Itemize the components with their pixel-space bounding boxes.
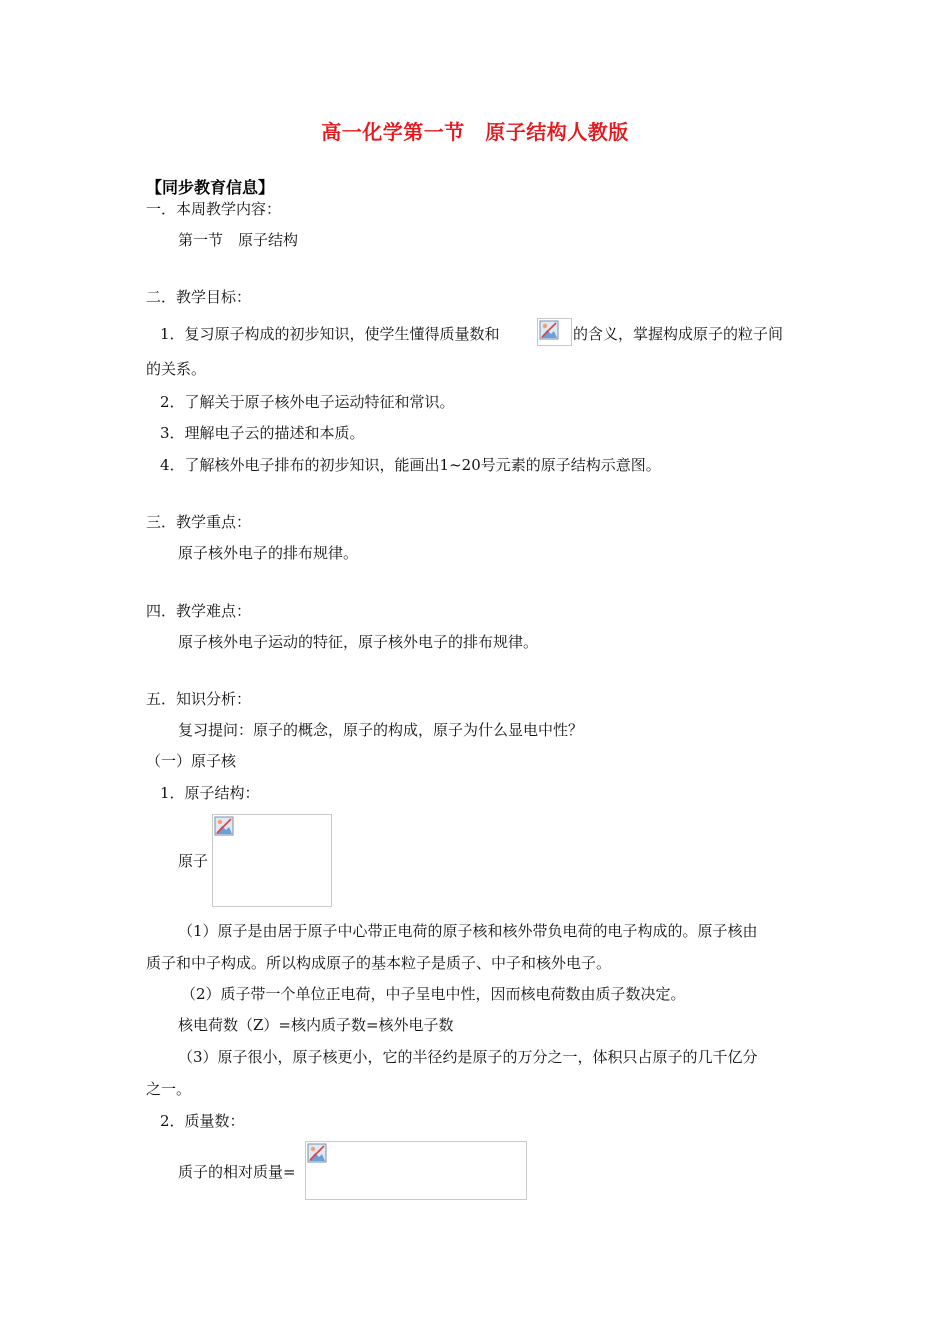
paragraph-1-line-1: （1）原子是由居于原子中心带正电荷的原子核和核外带负电荷的电子构成的。原子核由: [178, 922, 758, 940]
broken-image-icon: [214, 816, 234, 836]
atom-structure-diagram-image: [212, 814, 332, 907]
paragraph-3-line-2: 之一。: [146, 1080, 192, 1098]
paragraph-1-line-2: 质子和中子构成。所以构成原子的基本粒子是质子、中子和核外电子。: [146, 954, 612, 972]
goal-2: 2．了解关于原子核外电子运动特征和常识。: [160, 393, 455, 411]
nuclear-charge-equation: 核电荷数（Z）=核内质子数=核外电子数: [178, 1016, 454, 1034]
paragraph-2: （2）质子带一个单位正电荷，中子呈电中性，因而核电荷数由质子数决定。: [181, 985, 686, 1003]
section-3-body: 原子核外电子的排布规律。: [178, 544, 359, 562]
section-4-heading: 四．教学难点：: [146, 602, 252, 620]
section-1-heading: 一．本周教学内容：: [146, 200, 282, 218]
broken-image-icon: [307, 1143, 327, 1163]
section-heading: 【同步教育信息】: [146, 178, 275, 197]
proton-mass-formula-image: [305, 1141, 527, 1200]
item-mass-number: 2．质量数：: [160, 1112, 245, 1130]
page-title: 高一化学第一节 原子结构人教版: [321, 120, 629, 144]
section-4-body: 原子核外电子运动的特征，原子核外电子的排布规律。: [178, 633, 539, 651]
section-1-body: 第一节 原子结构: [178, 231, 299, 249]
section-3-heading: 三．教学重点：: [146, 513, 252, 531]
mass-number-formula-image: [537, 318, 572, 346]
section-5-heading: 五．知识分析：: [146, 690, 252, 708]
atom-label: 原子: [178, 852, 209, 870]
subsection-nucleus: （一）原子核: [146, 752, 237, 770]
goal-3: 3．理解电子云的描述和本质。: [160, 424, 365, 442]
section-2-heading: 二．教学目标：: [146, 288, 252, 306]
paragraph-3-line-1: （3）原子很小，原子核更小，它的半径约是原子的万分之一，体积只占原子的几千亿分: [178, 1048, 758, 1066]
goal-1-line-1-cont: 的含义，掌握构成原子的粒子间: [573, 325, 784, 343]
review-question: 复习提问：原子的概念，原子的构成，原子为什么显电中性？: [178, 721, 584, 739]
item-atom-structure: 1．原子结构：: [160, 784, 260, 802]
goal-1-line-1: 1．复习原子构成的初步知识，使学生懂得质量数和: [160, 325, 500, 343]
proton-relative-mass-label: 质子的相对质量=: [178, 1163, 296, 1181]
broken-image-icon: [539, 320, 559, 340]
goal-4: 4．了解核外电子排布的初步知识，能画出1~20号元素的原子结构示意图。: [160, 456, 661, 474]
goal-1-line-2: 的关系。: [146, 360, 207, 378]
